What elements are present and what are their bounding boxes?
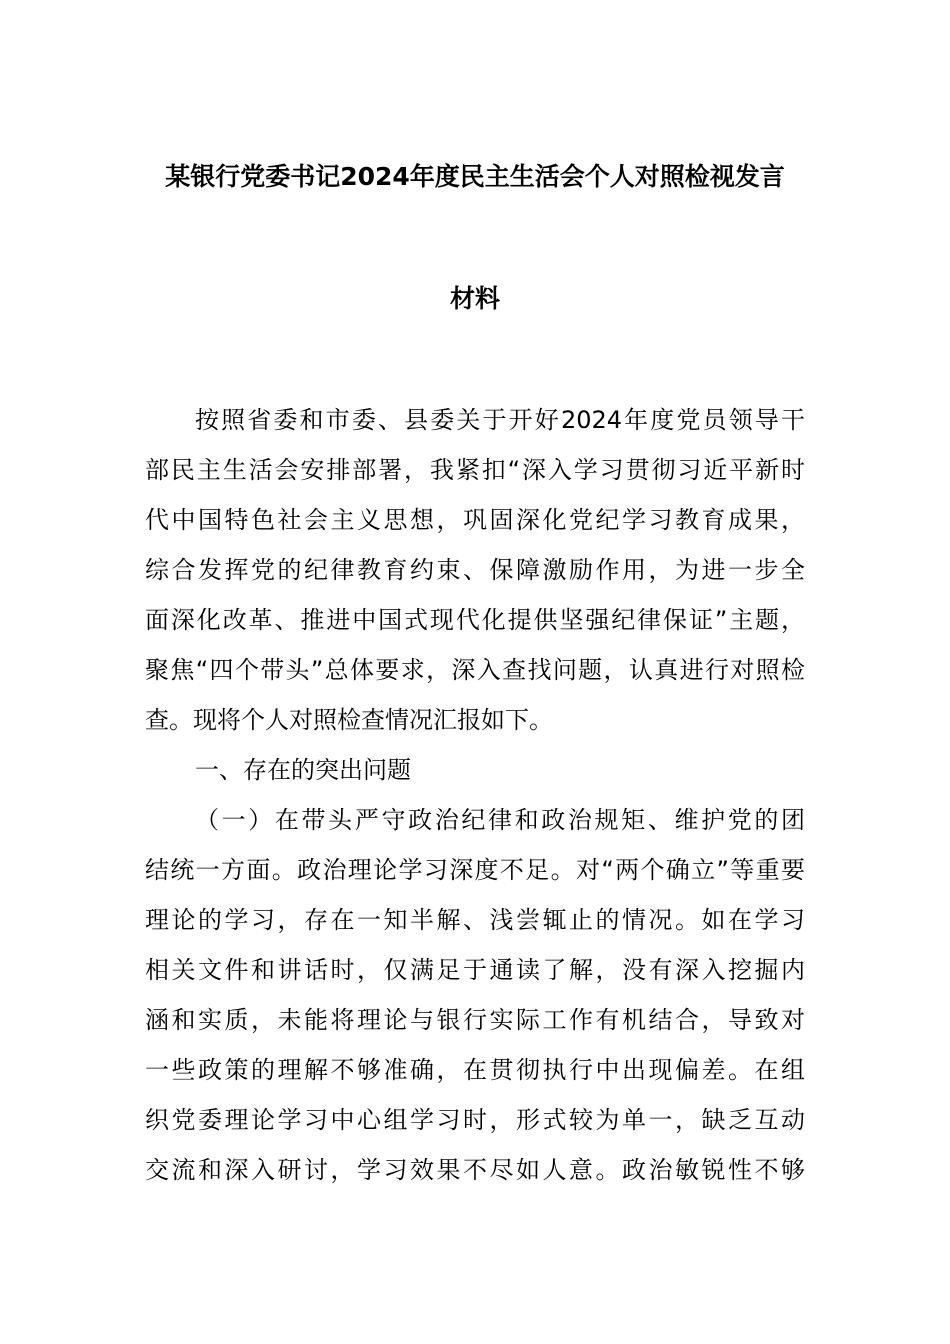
paragraph-line: 代中国特色社会主义思想，巩固深化党纪学习教育成果， [145, 506, 805, 534]
paragraph-line: 一些政策的理解不够准确，在贯彻执行中出现偏差。在组 [145, 1056, 805, 1084]
paragraph-line: 部民主生活会安排部署，我紧扣“深入学习贯彻习近平新时 [145, 456, 805, 484]
document-title-line1: 某银行党委书记2024年度民主生活会个人对照检视发言 [165, 162, 785, 191]
section-heading: 一、存在的突出问题 [195, 756, 411, 784]
paragraph-line: 面深化改革、推进中国式现代化提供坚强纪律保证”主题， [145, 606, 805, 634]
paragraph-line: 按照省委和市委、县委关于开好2024年度党员领导干 [195, 406, 805, 434]
paragraph-line: 织党委理论学习中心组学习时，形式较为单一，缺乏互动 [145, 1106, 805, 1134]
document-title-line2: 材料 [449, 284, 500, 313]
paragraph-line: 聚焦“四个带头”总体要求，深入查找问题，认真进行对照检 [145, 656, 805, 684]
paragraph-line: 相关文件和讲话时，仅满足于通读了解，没有深入挖掘内 [145, 956, 805, 984]
document-body [145, 395, 805, 1195]
paragraph-line: （一）在带头严守政治纪律和政治规矩、维护党的团 [195, 806, 805, 834]
paragraph-line: 交流和深入研讨，学习效果不尽如人意。政治敏锐性不够 [145, 1156, 805, 1184]
paragraph-line: 综合发挥党的纪律教育约束、保障激励作用，为进一步全 [145, 556, 805, 584]
paragraph-line: 查。现将个人对照检查情况汇报如下。 [145, 706, 553, 734]
paragraph-line: 结统一方面。政治理论学习深度不足。对“两个确立”等重要 [145, 856, 805, 884]
paragraph-line: 理论的学习，存在一知半解、浅尝辄止的情况。如在学习 [145, 906, 805, 934]
paragraph-line: 涵和实质，未能将理论与银行实际工作有机结合，导致对 [145, 1006, 805, 1034]
